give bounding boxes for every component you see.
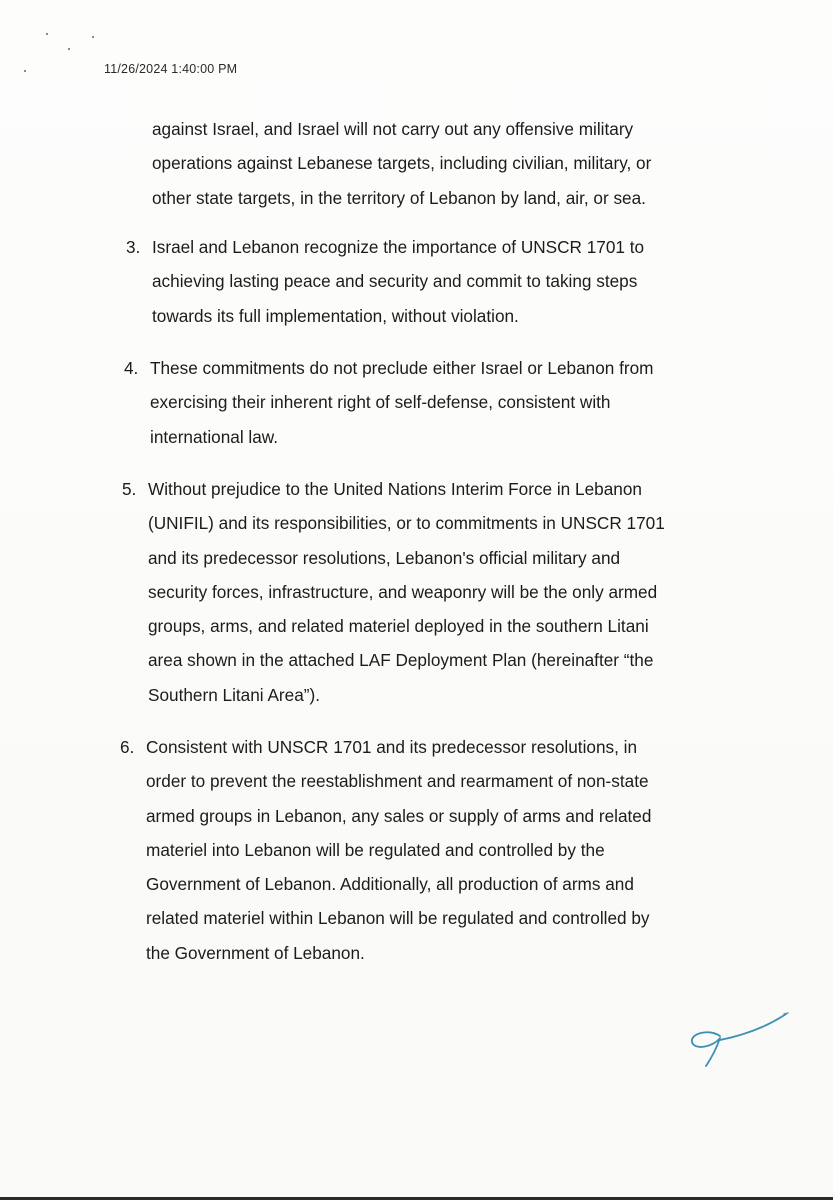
list-item-5 (122, 472, 752, 712)
continued-paragraph: against Israel, and Israel will not carry out any offensive military operations against Lebanese targets, including civilian, military, or other state targets, in the territory of Lebanon by land, air, or sea. (152, 119, 652, 208)
list-item-number: 5. (122, 479, 137, 499)
list-item-6 (120, 730, 750, 970)
list-item-text: Consistent with UNSCR 1701 and its predecessor resolutions, in order to prevent the reestablishment and rearmament of non-state armed groups in Lebanon, any sales or supply of arms and related materiel into Lebanon will be regulated and controlled by the Government of Lebanon. Additionally, all production of arms and related materiel within Lebanon will be regulated and controlled by the Government of Lebanon. (146, 737, 652, 963)
scan-speck (24, 70, 26, 72)
list-item-number: 3. (126, 237, 141, 257)
scan-speck (68, 48, 70, 50)
scan-speck (46, 33, 48, 35)
list-item-text: Israel and Lebanon recognize the importance of UNSCR 1701 to achieving lasting peace and security and commit to taking steps towards its full implementation, without violation. (152, 237, 645, 326)
list-item-4 (124, 351, 744, 454)
list-item-text: These commitments do not preclude either Israel or Lebanon from exercising their inherent right of self-defense, consistent with international law. (150, 358, 654, 447)
list-item-text: Without prejudice to the United Nations Interim Force in Lebanon (UNIFIL) and its responsibilities, or to commitments in UNSCR 1701 and its predecessor resolutions, Lebanon's official military and security forces, infrastructure, and weaponry will be the only armed groups, arms, and related materiel deployed in the southern Litani area shown in the attached LAF Deployment Plan (hereinafter “the Southern Litani Area”). (148, 479, 665, 705)
signature-initials-icon (680, 1010, 800, 1080)
list-item-number: 6. (120, 737, 135, 757)
scan-speck (92, 36, 94, 38)
list-item-number: 4. (124, 358, 139, 378)
list-item-3 (126, 230, 746, 333)
fax-timestamp: 11/26/2024 1:40:00 PM (104, 62, 238, 76)
